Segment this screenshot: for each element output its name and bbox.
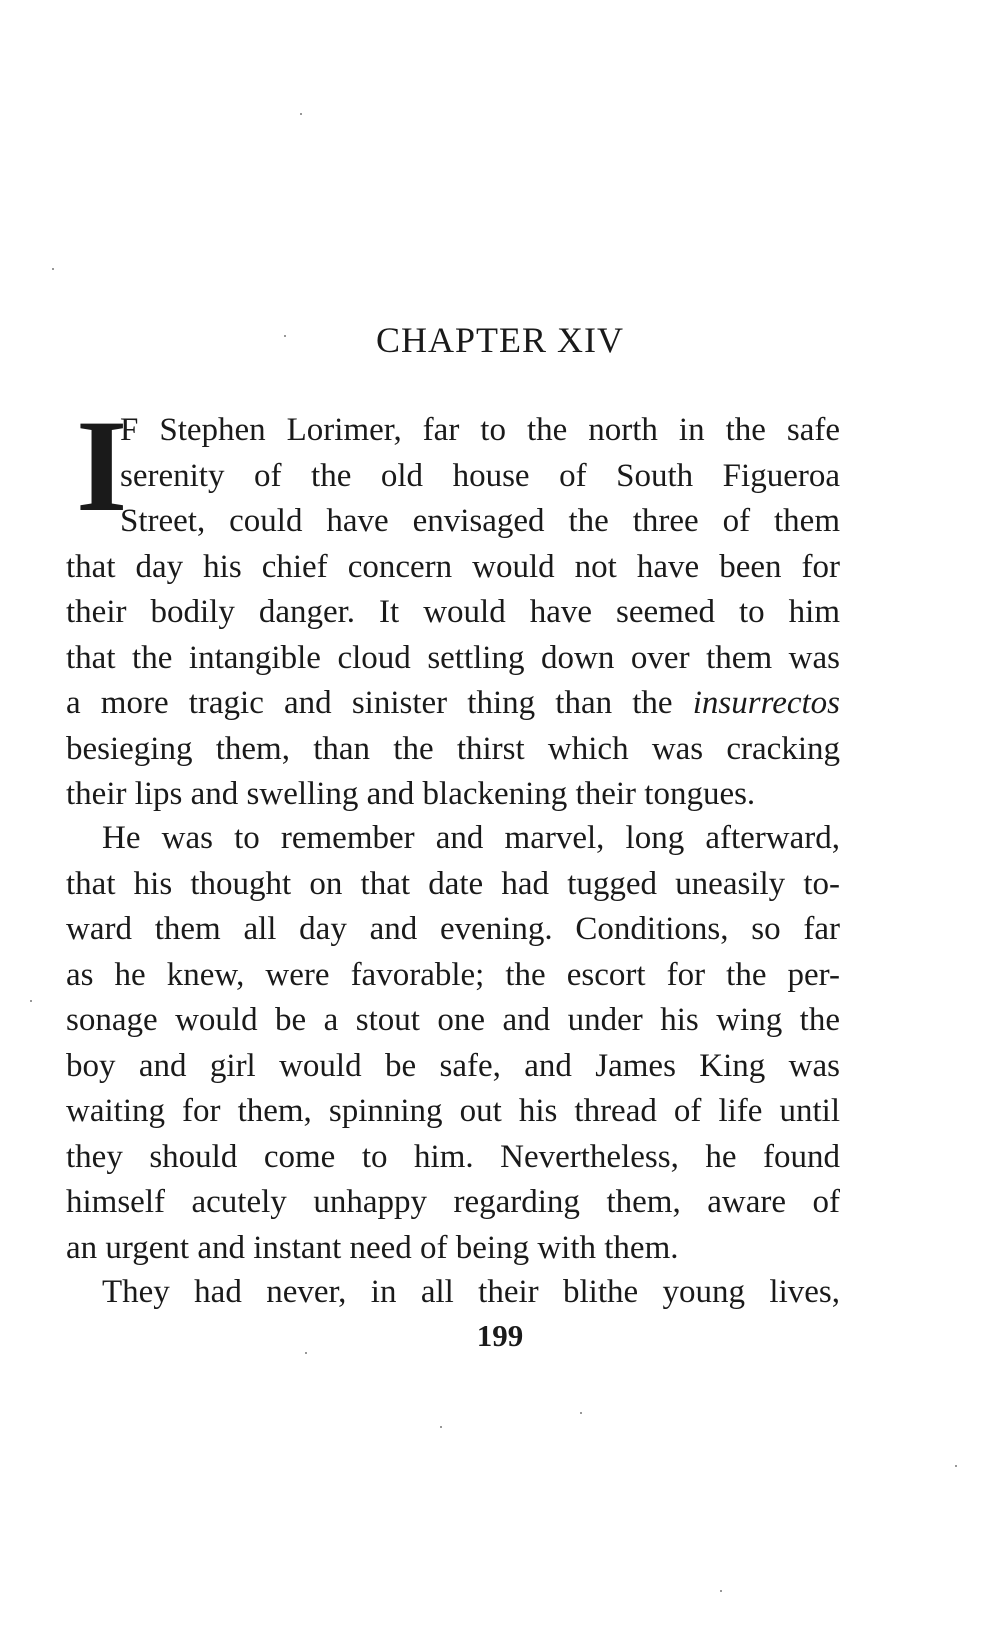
text-line: besieging them, than the thirst which was cracking [66,730,840,767]
scan-speck [300,113,302,115]
text-line: sonage would be a stout one and under his wing the [66,1002,840,1038]
text-line: they should come to him. Nevertheless, he found [66,1138,840,1175]
scan-speck [284,335,286,337]
chapter-title: CHAPTER XIV [375,320,624,360]
text-line: F Stephen Lorimer, far to the north in the safe [120,412,840,448]
italic-word: insurrectos [692,685,841,721]
text-line: that his thought on that date had tugged uneasily to- [66,865,840,902]
scan-speck [580,1412,582,1414]
drop-cap-row [66,392,840,545]
text-line: an urgent and instant need of being with them. [66,1229,679,1266]
text-line: boy and girl would be safe, and James King was [66,1047,840,1084]
text-segment: a more tragic and sinister thing than the [66,685,673,721]
paragraph-1 [66,392,841,818]
scan-speck [30,1000,32,1002]
text-line: They had never, in all their blithe young lives, [102,1274,840,1310]
paragraph-3 [66,1270,840,1316]
text-line-with-italic [66,681,840,727]
scan-speck [52,268,54,270]
scan-speck [440,1426,442,1428]
text-line: their lips and swelling and blackening their tongues. [66,776,756,812]
text-line: himself acutely unhappy regarding them, aware of [66,1184,840,1220]
text-line: their bodily danger. It would have seemed to him [66,594,840,630]
text-line: as he knew, were favorable; the escort for the per- [66,956,840,993]
text-line: He was to remember and marvel, long afterward, [102,820,840,856]
drop-cap-lines [120,408,840,545]
scan-speck [720,1590,722,1592]
text-line: that day his chief concern would not have been for [66,548,840,585]
page-number: 199 [476,1318,524,1353]
text-line: waiting for them, spinning out his thread of life until [66,1093,840,1129]
text-line: that the intangible cloud settling down over them was [66,639,840,676]
paragraph-2 [66,816,840,1271]
drop-cap: I [76,392,128,539]
scan-speck [955,1465,957,1467]
text-line: serenity of the old house of South Figueroa [120,457,840,494]
text-line: Street, could have envisaged the three of them [120,503,840,539]
text-line: ward them all day and evening. Conditions, so far [66,911,840,947]
scan-speck [305,1352,307,1354]
